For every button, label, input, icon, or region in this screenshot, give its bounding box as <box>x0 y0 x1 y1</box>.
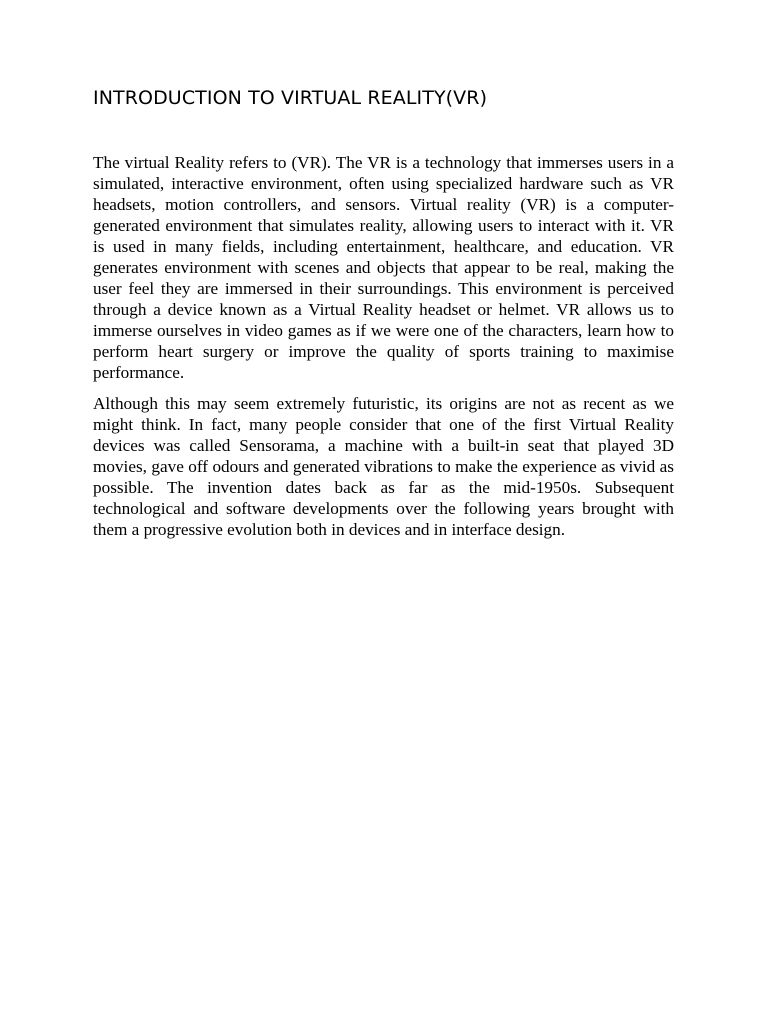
paragraph-origins: Although this may seem extremely futuristic, its origins are not as recent as we might think. In fact, many people consider that one of the first Virtual Reality devices was called Sensorama, a machine with a built-in seat that played 3D movies, gave off odours and generated vibrations to make the experience as vivid as possible. The invention dates back as far as the mid-1950s. Subsequent technological and software developments over the following years brought with them a progressive evolution both in devices and in interface design. <box>93 394 674 539</box>
document-body <box>93 152 674 550</box>
document-title: INTRODUCTION TO VIRTUAL REALITY(VR) <box>93 87 488 109</box>
paragraph-introduction: The virtual Reality refers to (VR). The VR is a technology that immerses users in a simulated, interactive environment, often using specialized hardware such as VR headsets, motion controllers, and sensors. Virtual reality (VR) is a computer-generated environment that simulates reality, allowing users to interact with it. VR is used in many fields, including entertainment, healthcare, and education. VR generates environment with scenes and objects that appear to be real, making the user feel they are immersed in their surroundings. This environment is perceived through a device known as a Virtual Reality headset or helmet. VR allows us to immerse ourselves in video games as if we were one of the characters, learn how to perform heart surgery or improve the quality of sports training to maximise performance. <box>93 153 674 382</box>
